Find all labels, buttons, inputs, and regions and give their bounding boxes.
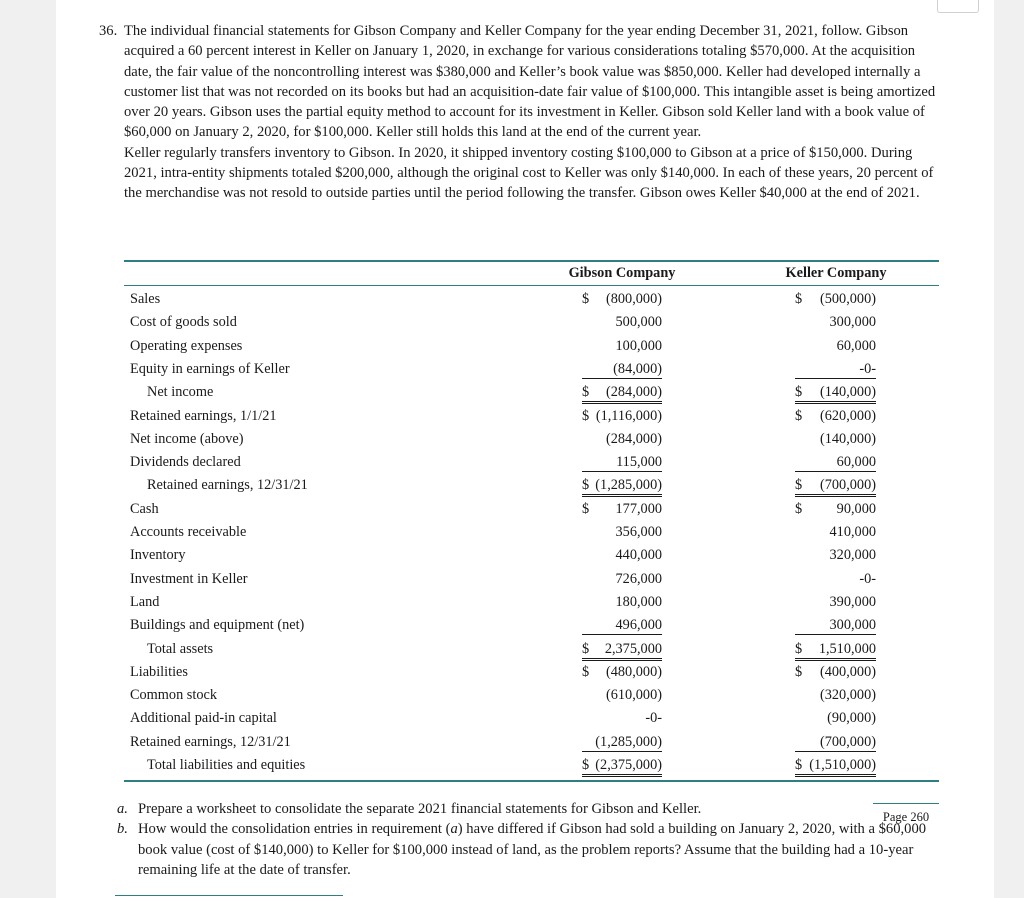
gibson-value-cell <box>582 405 662 428</box>
keller-value: (140,000) <box>820 430 876 447</box>
gibson-value-cell <box>582 544 662 567</box>
keller-dollar-sign: $ <box>795 663 803 680</box>
keller-value-cell <box>795 707 876 730</box>
gibson-value-cell <box>582 498 662 521</box>
question-a <box>115 799 858 819</box>
keller-value: 90,000 <box>836 500 876 517</box>
keller-value-cell <box>795 335 876 358</box>
keller-value-cell <box>795 521 876 544</box>
gibson-value: (1,116,000) <box>595 407 662 424</box>
keller-value: 300,000 <box>829 314 876 331</box>
table-row <box>0 544 1024 567</box>
keller-value-cell <box>795 498 876 521</box>
question-b-text-after: ) have differed if Gibson had sold a building on January 2, 2020, with a $60,000 book value (cost of $140,000) to Keller for $100,000 instead of land, as the problem reports? Assume that the building had a 10-year remaining life at the date of transfer. <box>138 821 927 878</box>
gibson-value-cell <box>582 568 662 591</box>
keller-value: (1,510,000) <box>809 757 876 773</box>
question-a-text: Prepare a worksheet to consolidate the separate 2021 financial statements for Gibson and Keller. <box>138 801 702 817</box>
keller-value: (700,000) <box>820 477 876 494</box>
keller-dollar-sign: $ <box>795 757 803 773</box>
gibson-dollar-sign: $ <box>582 640 590 657</box>
gibson-value: (610,000) <box>606 687 662 704</box>
gibson-value: (1,285,000) <box>595 733 662 750</box>
gibson-dollar-sign: $ <box>582 500 590 517</box>
keller-value: 60,000 <box>836 454 876 471</box>
row-label: Retained earnings, 1/1/21 <box>130 407 277 424</box>
gibson-value-cell <box>582 521 662 544</box>
row-label: Liabilities <box>130 663 188 680</box>
keller-value-cell <box>795 568 876 591</box>
table-row <box>0 288 1024 311</box>
keller-value-cell <box>795 591 876 614</box>
page-reference: Page 260 <box>873 803 939 829</box>
gibson-value: (284,000) <box>606 430 662 447</box>
keller-dollar-sign: $ <box>795 384 803 401</box>
gibson-dollar-sign: $ <box>582 477 590 494</box>
table-row <box>0 614 1024 637</box>
keller-value-cell <box>795 544 876 567</box>
row-label: Inventory <box>130 547 186 564</box>
table-row <box>0 568 1024 591</box>
keller-value-cell <box>795 684 876 707</box>
question-b-letter: b. <box>117 821 128 838</box>
gibson-value: 356,000 <box>615 524 662 540</box>
row-label: Cash <box>130 500 159 517</box>
keller-dollar-sign: $ <box>795 477 803 494</box>
row-label: Operating expenses <box>130 337 243 354</box>
keller-value-cell <box>795 428 876 451</box>
gibson-dollar-sign: $ <box>582 757 590 773</box>
table-row <box>0 591 1024 614</box>
table-top-rule <box>124 260 939 262</box>
row-label: Sales <box>130 291 161 307</box>
double-underline <box>582 774 662 777</box>
row-label: Investment in Keller <box>130 570 248 587</box>
gibson-dollar-sign: $ <box>582 291 590 307</box>
problem-text <box>99 21 944 204</box>
keller-value: 300,000 <box>829 617 876 634</box>
keller-value-cell <box>795 661 876 684</box>
row-label: Total assets <box>147 640 214 657</box>
table-row <box>0 638 1024 661</box>
gibson-value-cell <box>582 335 662 358</box>
row-label: Retained earnings, 12/31/21 <box>130 733 291 750</box>
table-row <box>0 498 1024 521</box>
gibson-value: 726,000 <box>615 570 662 587</box>
gibson-value-cell <box>582 591 662 614</box>
keller-dollar-sign: $ <box>795 500 803 517</box>
question-b-text-italic: a <box>450 821 458 838</box>
gibson-value: 2,375,000 <box>604 640 662 657</box>
gibson-value-cell <box>582 288 662 311</box>
table-row <box>0 661 1024 684</box>
gibson-value-cell <box>582 707 662 730</box>
table-row <box>0 684 1024 707</box>
problem-paragraph-1: The individual financial statements for Gibson Company and Keller Company for the year ending December 31, 2021, follow. Gibson acquired a 60 percent interest in Keller on January 1, 2020, in exchange for various considerations totaling $570,000. At the acquisition date, the fair value of the noncontrolling interest was $380,000 and Keller’s book value was $850,000. Keller had developed internally a customer list that was not recorded on its books but had an acquisition-date fair value of $100,000. This intangible asset is being amortized over 20 years. Gibson uses the partial equity method to account for its investment in Keller. Gibson sold Keller land with a book value of $60,000 on January 2, 2020, for $100,000. Keller still holds this land at the end of the current year. <box>124 23 936 141</box>
single-underline <box>795 471 876 472</box>
keller-value: 320,000 <box>829 547 876 564</box>
keller-value: 60,000 <box>836 337 876 354</box>
row-label: Equity in earnings of Keller <box>130 360 290 377</box>
gibson-value: 180,000 <box>615 593 662 610</box>
gibson-value: (1,285,000) <box>595 477 662 494</box>
question-b <box>115 819 945 880</box>
keller-value: 390,000 <box>829 593 876 610</box>
row-label: Cost of goods sold <box>130 314 237 331</box>
problem-number: 36. <box>99 23 118 39</box>
row-label: Retained earnings, 12/31/21 <box>147 477 308 494</box>
keller-value: (140,000) <box>820 384 876 401</box>
row-label: Accounts receivable <box>130 524 247 540</box>
table-row <box>0 358 1024 381</box>
page-corner-button[interactable] <box>937 0 979 13</box>
gibson-value: -0- <box>645 710 662 727</box>
keller-value-cell <box>795 288 876 311</box>
keller-dollar-sign: $ <box>795 407 803 424</box>
gibson-value: 115,000 <box>616 454 662 471</box>
table-row <box>0 405 1024 428</box>
keller-value: 1,510,000 <box>818 640 876 657</box>
keller-value: 410,000 <box>829 524 876 540</box>
table-row <box>0 754 1024 777</box>
table-row <box>0 311 1024 334</box>
keller-value: (320,000) <box>820 687 876 704</box>
keller-dollar-sign: $ <box>795 291 803 307</box>
question-a-letter: a. <box>117 801 128 817</box>
single-underline <box>795 634 876 635</box>
gibson-value-cell <box>582 311 662 334</box>
row-label: Buildings and equipment (net) <box>130 617 305 634</box>
row-label: Net income <box>147 384 214 401</box>
keller-value-cell <box>795 405 876 428</box>
row-label: Common stock <box>130 687 217 704</box>
keller-value: (90,000) <box>827 710 876 727</box>
table-row <box>0 474 1024 497</box>
row-label: Land <box>130 593 160 610</box>
gibson-value: 177,000 <box>615 500 662 517</box>
gibson-dollar-sign: $ <box>582 384 590 401</box>
single-underline <box>582 471 662 472</box>
table-row <box>0 731 1024 754</box>
single-underline <box>582 634 662 635</box>
gibson-dollar-sign: $ <box>582 663 590 680</box>
gibson-value: 500,000 <box>615 314 662 331</box>
gibson-value: 440,000 <box>615 547 662 564</box>
single-underline <box>795 378 876 379</box>
single-underline <box>582 378 662 379</box>
row-label: Additional paid-in capital <box>130 710 277 727</box>
keller-value: -0- <box>859 360 876 377</box>
keller-value-cell <box>795 311 876 334</box>
footer-rule <box>115 895 343 896</box>
keller-value: -0- <box>859 570 876 587</box>
gibson-value: (800,000) <box>606 291 662 307</box>
gibson-dollar-sign: $ <box>582 407 590 424</box>
column-header-keller: Keller Company <box>785 265 887 281</box>
table-row <box>0 428 1024 451</box>
gibson-value-cell <box>582 661 662 684</box>
gibson-value: (284,000) <box>606 384 662 401</box>
gibson-value: (84,000) <box>613 360 662 377</box>
table-row <box>0 707 1024 730</box>
row-label: Net income (above) <box>130 430 244 447</box>
row-label: Dividends declared <box>130 454 241 471</box>
keller-value: (400,000) <box>820 663 876 680</box>
problem-paragraph-2: Keller regularly transfers inventory to Gibson. In 2020, it shipped inventory costing $100,000 to Gibson at a price of $150,000. During 2021, intra-entity shipments totaled $200,000, although the original cost to Keller was only $140,000. In each of these years, 20 percent of the merchandise was not resold to outside parties until the period following the transfer. Gibson owes Keller $40,000 at the end of 2021. <box>124 144 934 202</box>
table-bottom-rule <box>124 780 939 782</box>
table-header-rule <box>124 285 939 286</box>
table-row <box>0 451 1024 474</box>
questions <box>115 799 945 880</box>
gibson-value: 100,000 <box>615 337 662 354</box>
table-row <box>0 335 1024 358</box>
gibson-value: (2,375,000) <box>595 757 662 773</box>
double-underline <box>795 774 876 777</box>
keller-dollar-sign: $ <box>795 640 803 657</box>
question-b-text-before: How would the consolidation entries in requirement ( <box>138 821 451 838</box>
gibson-value-cell <box>582 684 662 707</box>
keller-value: (700,000) <box>820 733 876 750</box>
table-row <box>0 381 1024 404</box>
column-header-gibson: Gibson Company <box>568 265 676 281</box>
gibson-value: 496,000 <box>615 617 662 634</box>
row-label: Total liabilities and equities <box>147 757 306 773</box>
single-underline <box>582 751 662 752</box>
table-row <box>0 521 1024 544</box>
gibson-value: (480,000) <box>606 663 662 680</box>
gibson-value-cell <box>582 428 662 451</box>
keller-value: (500,000) <box>820 291 876 307</box>
keller-value: (620,000) <box>820 407 876 424</box>
single-underline <box>795 751 876 752</box>
